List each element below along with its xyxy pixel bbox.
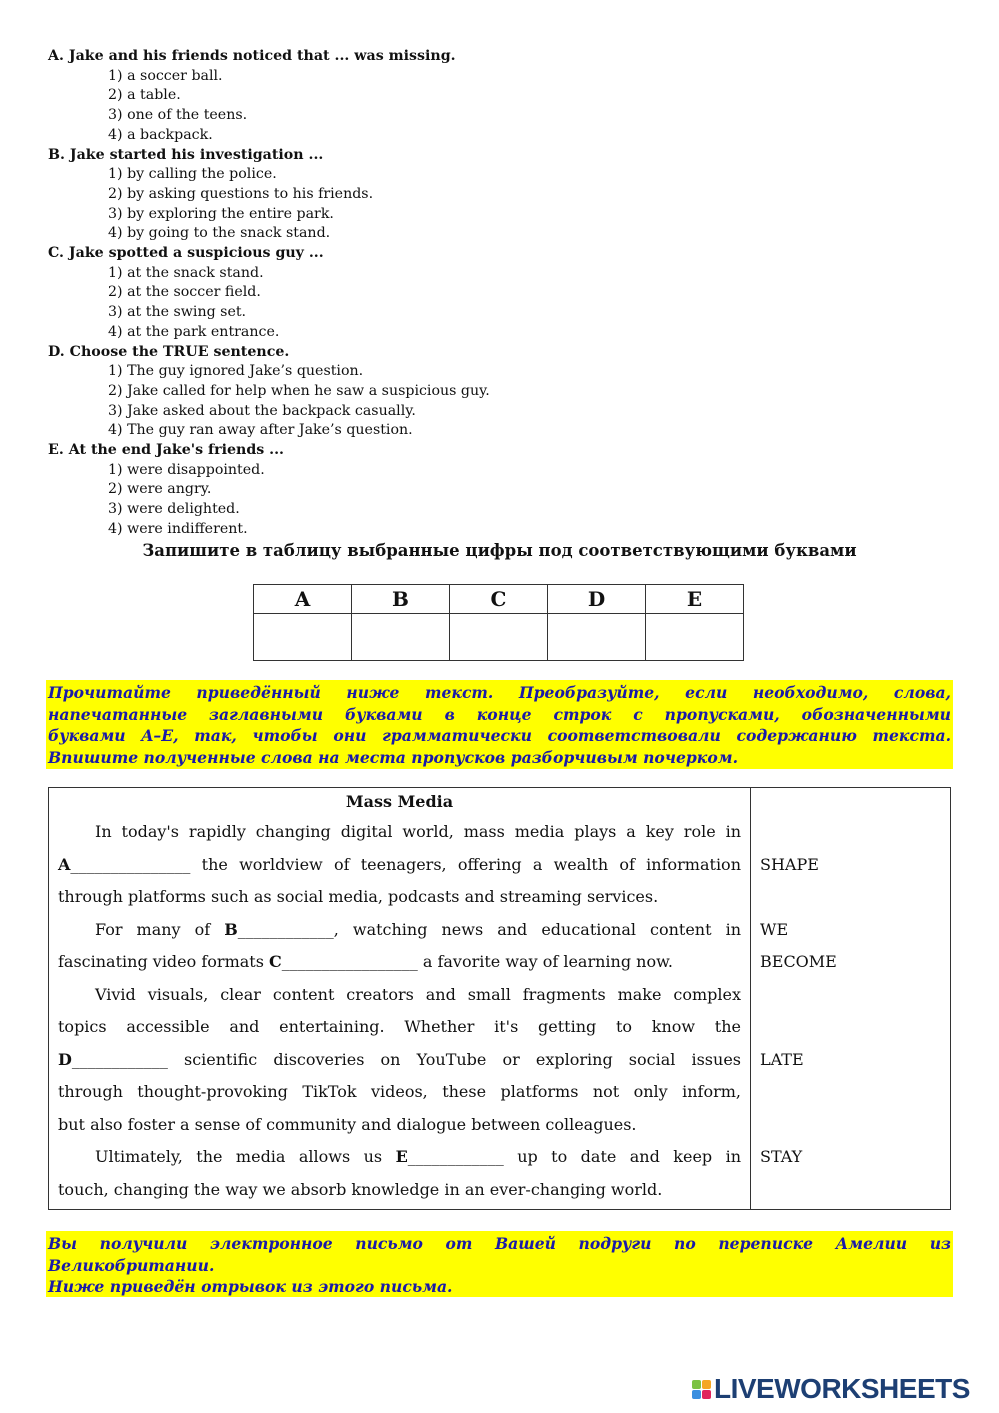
question-option: 1) at the snack stand. <box>108 264 264 281</box>
gap-blank[interactable]: ____________ <box>237 919 334 939</box>
question-heading: B. Jake started his investigation ... <box>48 146 324 163</box>
question-option: 4) were indifferent. <box>108 520 248 537</box>
question-option: 3) Jake asked about the backpack casually. <box>108 402 416 419</box>
question-option: 2) by asking questions to his friends. <box>108 185 374 202</box>
question-option: 3) at the swing set. <box>108 304 247 321</box>
key-word: STAY <box>760 1147 803 1166</box>
question-heading: E. At the end Jake's friends ... <box>48 442 284 459</box>
question-option: 1) The guy ignored Jake’s question. <box>108 363 364 380</box>
text-line-row <box>49 1141 952 1174</box>
task-instruction-line: буквами A–E, так, чтобы они грамматически соответствовали содержанию текста. <box>48 726 951 746</box>
key-word: SHAPE <box>760 854 819 874</box>
answer-table <box>253 584 744 661</box>
gap-letter: E <box>395 1147 408 1166</box>
email-instruction-line: Вы получили электронное письмо от Вашей подруги по переписке Амелии из <box>48 1234 951 1253</box>
question-option: 3) one of the teens. <box>108 107 248 124</box>
text-segment: but also foster a sense of community and dialogue between colleagues. <box>58 1114 637 1134</box>
text-line-row <box>49 914 952 947</box>
question-option: 1) were disappointed. <box>108 461 265 478</box>
text-segment: up to date and keep in <box>503 1147 742 1166</box>
text-line <box>58 1109 741 1142</box>
text-segment: touch, changing the way we absorb knowledge in an ever-changing world. <box>58 1179 663 1199</box>
text-segment: Ultimately, the media allows us <box>95 1147 396 1166</box>
answer-cell-c[interactable] <box>450 614 548 661</box>
question-option: 4) by going to the snack stand. <box>108 225 331 242</box>
task-instruction-line: Прочитайте приведённый ниже текст. Преобразуйте, если необходимо, слова, <box>48 683 951 702</box>
text-segment: scientific discoveries on YouTube or exploring social issues <box>167 1049 741 1069</box>
gap-blank[interactable]: ____________ <box>71 1049 168 1069</box>
question-option: 3) by exploring the entire park. <box>108 205 334 222</box>
questions-section <box>48 47 948 540</box>
text-line <box>95 816 741 849</box>
answer-header-b: B <box>352 585 450 614</box>
text-segment: the worldview of teenagers, offering a wealth of information <box>190 854 741 874</box>
text-line-row <box>49 979 952 1012</box>
text-segment: Vivid visuals, clear content creators and small fragments make complex <box>95 984 741 1004</box>
task-instruction-line: Впишите полученные слова на места пропусков разборчивым почерком. <box>48 747 739 767</box>
key-word: LATE <box>760 1049 804 1069</box>
gap-blank[interactable]: ____________ <box>407 1147 504 1166</box>
text-line-row <box>49 816 952 849</box>
liveworksheets-logo <box>692 1373 970 1405</box>
answer-header-d: D <box>548 585 646 614</box>
gap-letter: A <box>58 854 71 874</box>
text-line <box>95 979 741 1012</box>
task-instruction-line: напечатанные заглавными буквами в конце строк с пропусками, обозначенными <box>48 704 951 724</box>
answer-header-a: A <box>254 585 352 614</box>
text-segment: In today's rapidly changing digital world, mass media plays a key role in <box>95 822 741 841</box>
text-line-row <box>49 1076 952 1109</box>
text-line <box>58 946 741 979</box>
text-line <box>58 1011 741 1044</box>
text-segment: a favorite way of learning now. <box>417 952 673 971</box>
key-word: BECOME <box>760 952 837 971</box>
text-line-row <box>49 849 952 882</box>
text-line-row <box>49 881 952 914</box>
key-word: WE <box>760 919 789 939</box>
text-line <box>58 1174 741 1207</box>
gap-letter: C <box>269 952 282 971</box>
text-line-row <box>49 1044 952 1077</box>
text-segment: topics accessible and entertaining. Whether it's getting to know the <box>58 1017 741 1036</box>
question-option: 3) were delighted. <box>108 501 240 518</box>
question-option: 2) Jake called for help when he saw a suspicious guy. <box>108 382 490 399</box>
text-line-row <box>49 1109 952 1142</box>
email-instruction-line: Ниже приведён отрывок из этого письма. <box>48 1277 453 1297</box>
task-instruction <box>46 680 953 769</box>
mass-media-text-table <box>48 787 951 1210</box>
answer-instruction: Запишите в таблицу выбранные цифры под соответствующими буквами <box>142 541 857 560</box>
text-line <box>58 881 741 914</box>
text-line-row <box>49 1011 952 1044</box>
answer-cell-a[interactable] <box>254 614 352 661</box>
answer-cell-b[interactable] <box>352 614 450 661</box>
gap-letter: D <box>58 1049 72 1069</box>
question-heading: D. Choose the TRUE sentence. <box>48 343 290 360</box>
text-line-row <box>49 946 952 979</box>
text-line <box>95 914 741 947</box>
question-option: 2) were angry. <box>108 481 212 498</box>
question-option: 2) at the soccer field. <box>108 284 261 301</box>
email-instruction <box>46 1231 953 1297</box>
logo-tiles-icon <box>692 1380 711 1399</box>
gap-blank[interactable]: _______________ <box>70 854 191 874</box>
text-segment: , watching news and educational content in <box>333 919 741 939</box>
text-title: Mass Media <box>345 792 454 811</box>
question-heading: A. Jake and his friends noticed that ... was missing. <box>48 48 456 64</box>
gap-blank[interactable]: _________________ <box>281 952 418 971</box>
question-option: 1) a soccer ball. <box>108 67 223 84</box>
gap-letter: B <box>224 919 238 939</box>
text-segment: For many of <box>95 919 225 939</box>
question-option: 4) at the park entrance. <box>108 323 280 340</box>
question-heading: C. Jake spotted a suspicious guy ... <box>48 245 324 262</box>
answer-cell-e[interactable] <box>646 614 744 661</box>
email-instruction-line: Великобритании. <box>48 1255 215 1275</box>
text-line <box>58 1044 741 1077</box>
text-segment: fascinating video formats <box>58 952 269 971</box>
text-line <box>95 1141 741 1174</box>
question-option: 4) The guy ran away after Jake’s question. <box>108 422 413 439</box>
answer-header-e: E <box>646 585 744 614</box>
question-option: 4) a backpack. <box>108 126 213 143</box>
answer-cell-d[interactable] <box>548 614 646 661</box>
text-segment: through platforms such as social media, podcasts and streaming services. <box>58 887 659 906</box>
text-line <box>58 1076 741 1109</box>
question-option: 2) a table. <box>108 87 181 104</box>
logo-text: LIVEWORKSHEETS <box>714 1373 970 1404</box>
text-segment: through thought-provoking TikTok videos, these platforms not only inform, <box>58 1082 741 1101</box>
text-line-row <box>49 1174 952 1207</box>
question-option: 1) by calling the police. <box>108 166 277 183</box>
answer-header-c: C <box>450 585 548 614</box>
text-line <box>58 849 741 882</box>
